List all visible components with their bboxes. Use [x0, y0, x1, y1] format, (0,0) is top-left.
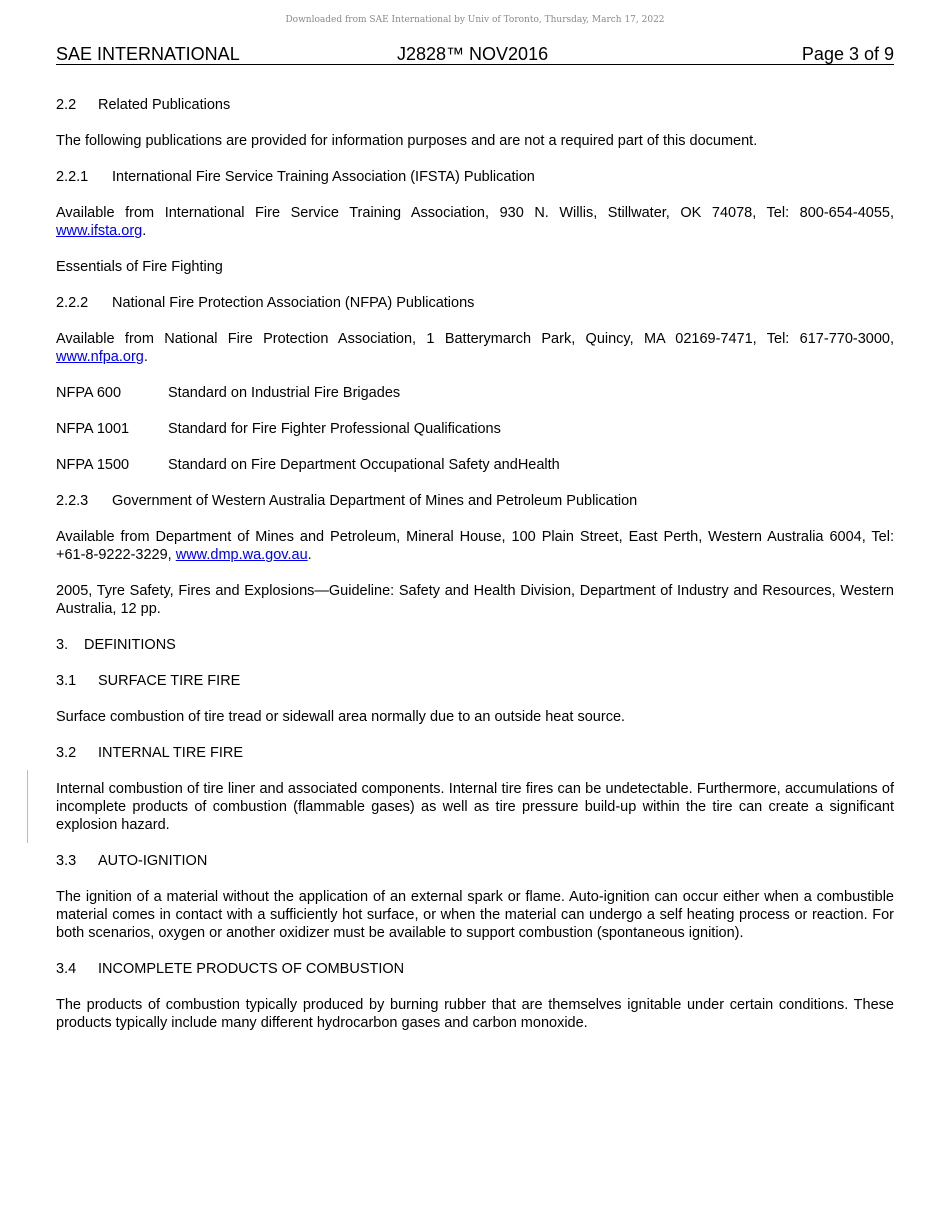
definition-text: Surface combustion of tire tread or sidewall area normally due to an outside heat source.	[56, 709, 626, 725]
section-heading-2-2	[56, 96, 894, 114]
definition-number: 3.1	[56, 673, 77, 689]
definition-term: SURFACE TIRE FIRE	[98, 673, 241, 689]
definition-heading	[56, 744, 894, 762]
availability-nfpa: Available from National Fire Protection Association, 1 Batterymarch Park, Quincy, MA 02169-7471, Tel: 617-770-3000, www.nfpa.org.	[56, 331, 894, 365]
definition-text: The ignition of a material without the application of an external spark or flame. Auto-ignition can occur either when a combustible material comes in contact with a sufficiently hot surface, or when the material can undergo a self heating process or reaction. For both scenarios, oxygen or another oxidizer must be available to support combustion (spontaneous ignition).	[56, 889, 894, 941]
availability-dmp: Available from Department of Mines and Petroleum, Mineral House, 100 Plain Street, East Perth, Western Australia 6004, Tel: +61-8-9222-3229, www.dmp.wa.gov.au.	[56, 529, 894, 563]
section-number: 3.	[56, 637, 69, 653]
section-title: National Fire Protection Association (NFPA) Publications	[112, 295, 475, 311]
section-title: Related Publications	[98, 97, 231, 113]
section-title: DEFINITIONS	[84, 637, 176, 653]
publication-title: Essentials of Fire Fighting	[56, 259, 223, 275]
definition-number: 3.3	[56, 853, 77, 869]
definition-number: 3.2	[56, 745, 77, 761]
document-body	[56, 96, 894, 1050]
nfpa-link[interactable]: www.nfpa.org	[56, 349, 144, 365]
standard-row	[56, 384, 894, 402]
standard-title: Standard for Fire Fighter Professional Qualifications	[168, 421, 501, 437]
standard-title: Standard on Fire Department Occupational Safety andHealth	[168, 457, 560, 473]
header-page-number: Page 3 of 9	[801, 44, 894, 64]
section-number: 2.2.3	[56, 493, 89, 509]
availability-text: Available from International Fire Service Training Association, 930 N. Willis, Stillwater, OK 74078, Tel: 800-654-4055,	[56, 205, 894, 221]
section-number: 2.2.2	[56, 295, 89, 311]
header-doc-id: J2828™ NOV2016	[397, 44, 549, 64]
availability-text: Available from Department of Mines and Petroleum, Mineral House, 100 Plain Street, East Perth, Western Australia 6004, Tel: +61-8-9222-3229,	[56, 529, 894, 563]
dmp-link[interactable]: www.dmp.wa.gov.au	[175, 547, 308, 563]
definition-text: The products of combustion typically produced by burning rubber that are themselves ignitable under certain conditions. These products typically include many different hydrocarbon gases and carbon monoxide.	[56, 997, 894, 1031]
publication-citation: 2005, Tyre Safety, Fires and Explosions—Guideline: Safety and Health Division, Department of Industry and Resources, Western Australia, 12 pp.	[56, 583, 894, 617]
section-title: International Fire Service Training Association (IFSTA) Publication	[112, 169, 535, 185]
section-heading-2-2-3	[56, 492, 894, 510]
definition-heading	[56, 852, 894, 870]
ifsta-link[interactable]: www.ifsta.org	[56, 223, 143, 239]
definition-term: AUTO-IGNITION	[98, 853, 208, 869]
definition-heading	[56, 960, 894, 978]
definition-term: INCOMPLETE PRODUCTS OF COMBUSTION	[98, 961, 405, 977]
section-heading-2-2-1	[56, 168, 894, 186]
section-number: 2.2.1	[56, 169, 89, 185]
standard-code: NFPA 1001	[56, 421, 130, 437]
revision-change-bar	[27, 770, 28, 843]
section-number: 2.2	[56, 97, 77, 113]
standard-row	[56, 420, 894, 438]
availability-text: Available from National Fire Protection Association, 1 Batterymarch Park, Quincy, MA 02169-7471, Tel: 617-770-3000,	[56, 331, 894, 347]
section-intro: The following publications are provided for information purposes and are not a required part of this document.	[56, 133, 758, 149]
section-heading-2-2-2	[56, 294, 894, 312]
page-header	[56, 44, 894, 65]
section-title: Government of Western Australia Department of Mines and Petroleum Publication	[112, 493, 638, 509]
definition-term: INTERNAL TIRE FIRE	[98, 745, 244, 761]
standard-code: NFPA 1500	[56, 457, 130, 473]
header-org: SAE INTERNATIONAL	[56, 44, 240, 64]
download-watermark: Downloaded from SAE International by Univ of Toronto, Thursday, March 17, 2022	[285, 15, 665, 25]
section-heading-3	[56, 636, 894, 654]
standard-code: NFPA 600	[56, 385, 122, 401]
definition-text: Internal combustion of tire liner and associated components. Internal tire fires can be undetectable. Furthermore, accumulations of incomplete products of combustion (flammable gases) as well as tire pressure build-up within the tire can create a significant explosion hazard.	[56, 781, 894, 833]
availability-ifsta: Available from International Fire Service Training Association, 930 N. Willis, Stillwater, OK 74078, Tel: 800-654-4055, www.ifsta.org.	[56, 205, 894, 239]
definition-number: 3.4	[56, 961, 77, 977]
definition-heading	[56, 672, 894, 690]
standard-title: Standard on Industrial Fire Brigades	[168, 385, 401, 401]
standard-row	[56, 456, 894, 474]
